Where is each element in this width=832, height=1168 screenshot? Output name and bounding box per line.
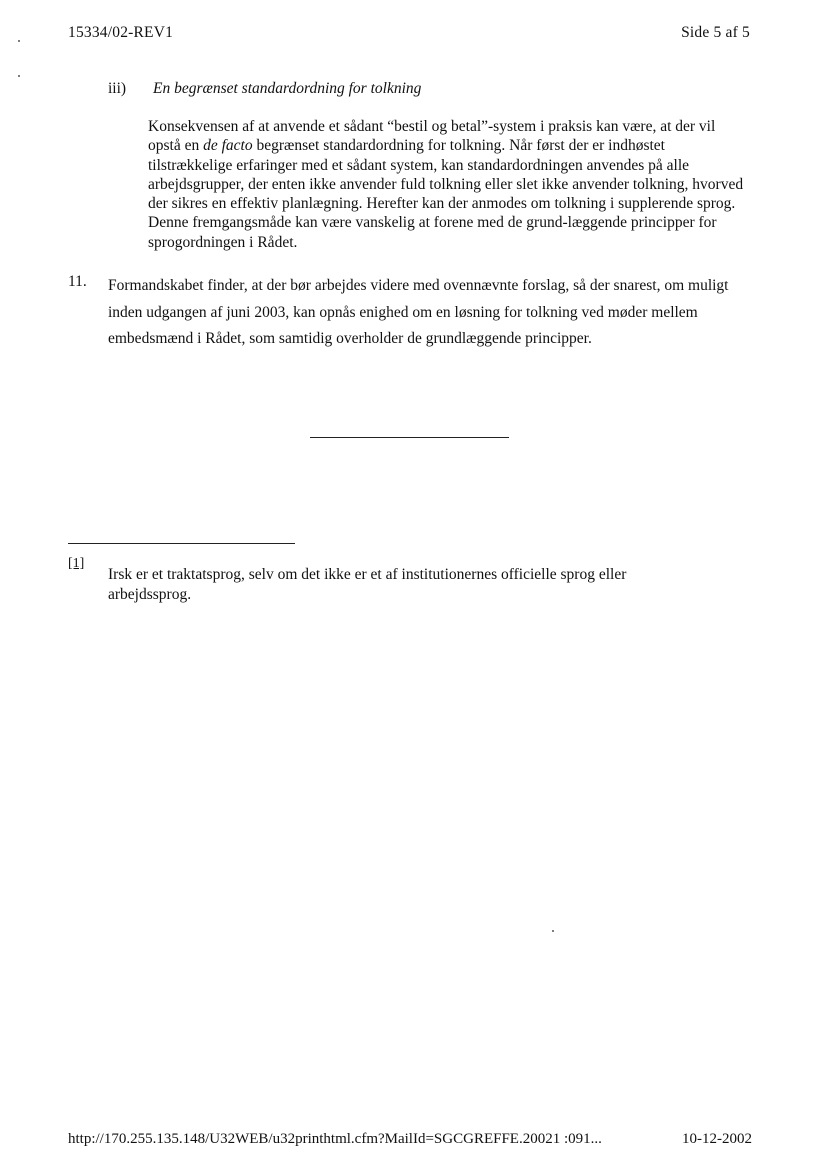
- subsection-title: En begrænset standardordning for tolkning: [153, 80, 422, 97]
- scan-speck: [18, 40, 20, 42]
- subsection-body: [148, 117, 746, 252]
- footer-url: http://170.255.135.148/U32WEB/u32printhtml.cfm?MailId=SGCGREFFE.20021 :091...: [68, 1131, 602, 1147]
- end-divider: [310, 437, 509, 438]
- scan-speck: [552, 930, 554, 932]
- subsection-body-part: begrænset standardordning for tolkning. Når først der er indhøstet tilstrækkelige erfaringer med et sådant system, kan standardordningen anvendes på alle arbejdsgrupper, der enten ikke anvender fuld tolkning eller slet ikke anvender tolkning, hvorved der sikres en effektiv planlægning. Herefter kan der anmodes om tolkning i supplerende sprog. Denne fremgangsmåde kan være vanskelig at forene med de grund-læggende principper for sprogordningen i Rådet.: [148, 137, 744, 251]
- paragraph-body: Formandskabet finder, at der bør arbejdes videre med ovennævnte forslag, så der snarest, om muligt inden udgangen af juni 2003, kan opnås enighed om en løsning for tolkning ved møder mellem embedsmænd i Rådet, som samtidig overholder de grundlæggende principper.: [108, 277, 729, 347]
- footer-date: 10-12-2002: [682, 1131, 752, 1147]
- page-number: Side 5 af 5: [681, 24, 750, 41]
- document-id: 15334/02-REV1: [68, 24, 174, 41]
- subsection-body-italic: de facto: [203, 137, 253, 155]
- footnote-text: Irsk er et traktatsprog, selv om det ikke er et af institutionernes officielle sprog eller arbejdssprog.: [108, 566, 627, 603]
- subsection-body-part: Konsekvensen af at anvende et sådant “bestil og betal”-system i praksis kan være, at der vil opstå en: [148, 118, 716, 155]
- scan-speck: [18, 75, 20, 77]
- footnote-reference-link[interactable]: [1]: [68, 556, 85, 571]
- paragraph-number: 11.: [68, 273, 87, 290]
- subsection-number: iii): [108, 80, 127, 97]
- footnote-divider: [68, 543, 295, 544]
